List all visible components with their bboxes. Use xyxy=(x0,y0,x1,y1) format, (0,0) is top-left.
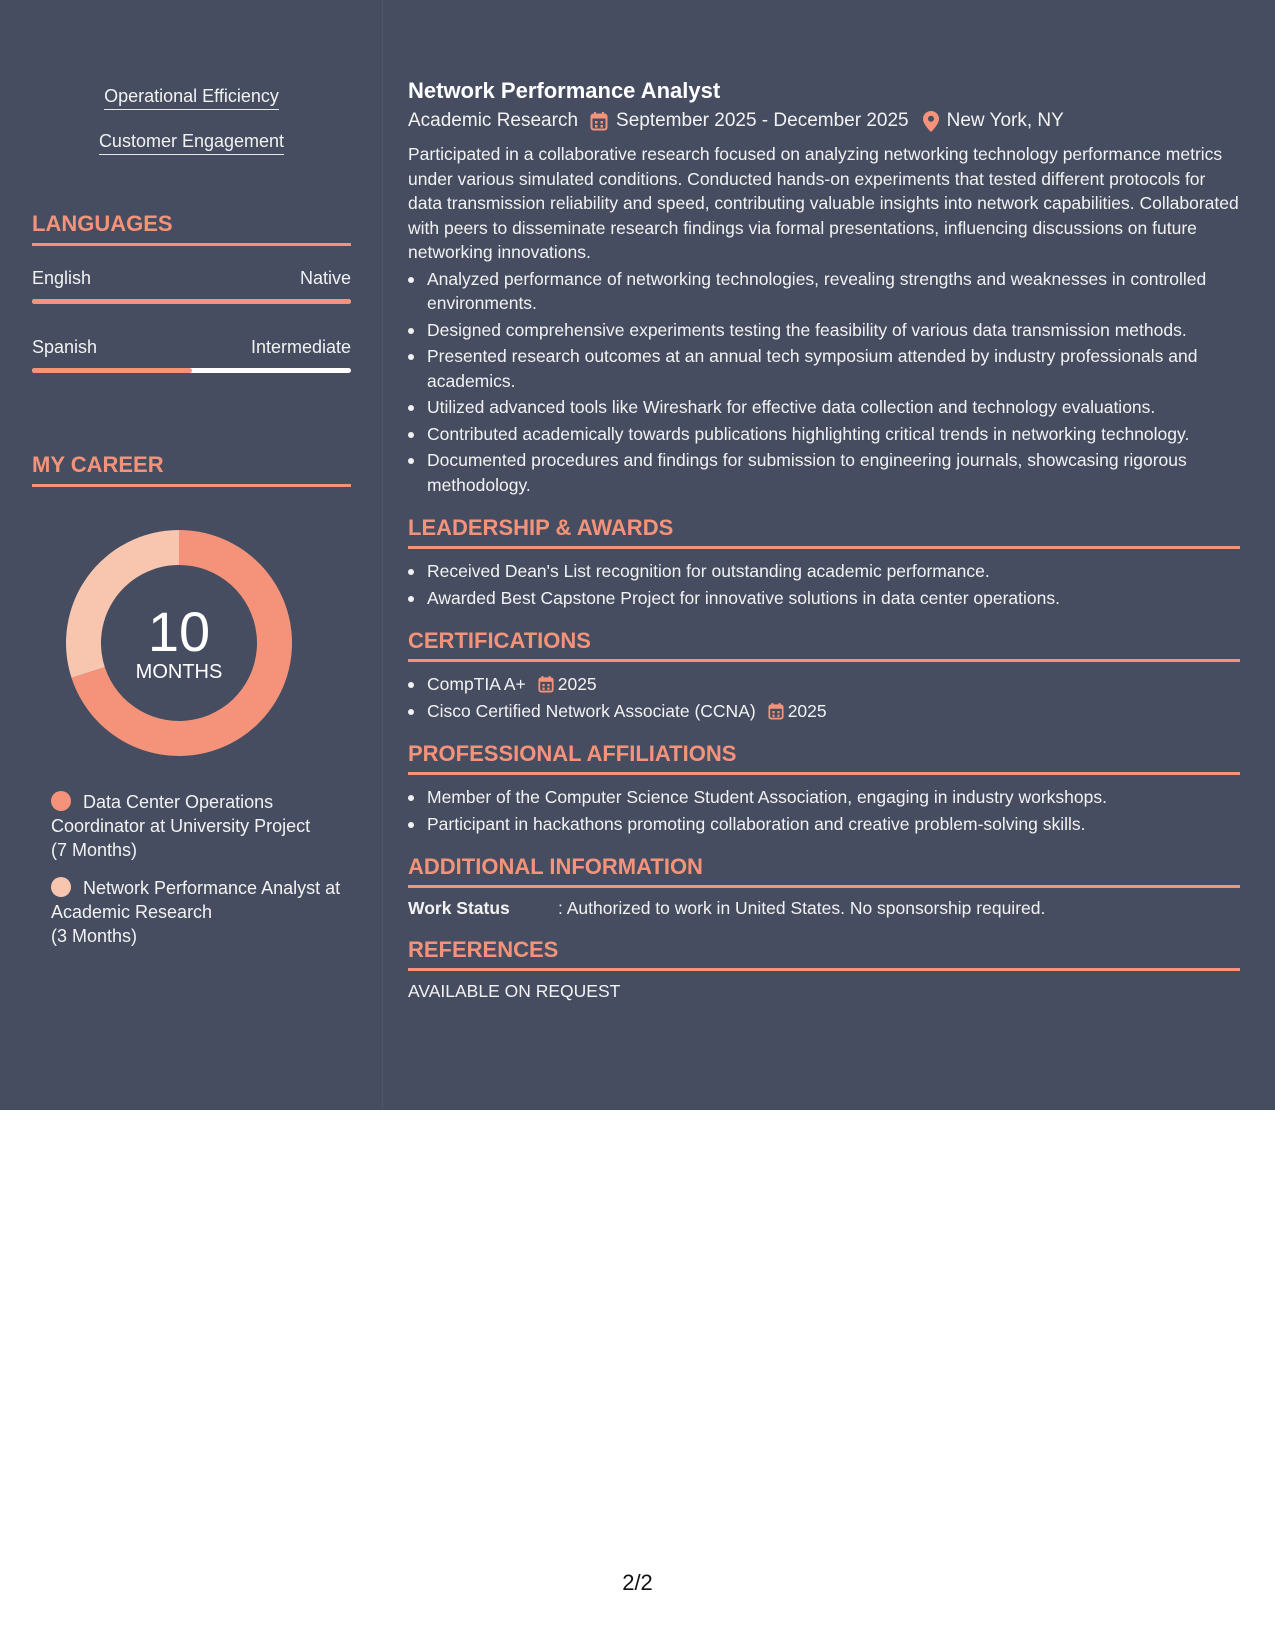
certification xyxy=(427,699,827,724)
list-item: Received Dean's List recognition for outstanding academic performance. xyxy=(408,559,1240,584)
job-meta xyxy=(408,110,1240,132)
language-proficiency-bar xyxy=(32,368,351,373)
leadership-list xyxy=(408,559,1240,610)
references-text: AVAILABLE ON REQUEST xyxy=(408,981,621,1001)
skill-tag-label: Operational Efficiency xyxy=(104,86,279,110)
career-item-title: Network Performance Analyst at Academic Research xyxy=(51,878,341,922)
certification-year: 2025 xyxy=(787,700,827,721)
language-proficiency-fill xyxy=(32,368,192,373)
job-dates: September 2025 - December 2025 xyxy=(616,110,909,131)
list-item: Member of the Computer Science Student Association, engaging in industry workshops. xyxy=(408,785,1240,810)
list-item: Designed comprehensive experiments testing the feasibility of various data transmission methods. xyxy=(408,318,1240,343)
list-item xyxy=(408,672,1240,697)
work-status-row xyxy=(408,898,1240,919)
skill-tag-label: Customer Engagement xyxy=(99,131,284,155)
list-item: Contributed academically towards publications highlighting critical trends in networking technology. xyxy=(408,422,1240,447)
job-company: Academic Research xyxy=(408,110,579,131)
career-total xyxy=(66,530,292,756)
list-item: Presented research outcomes at an annual tech symposium attended by industry professionals and academics. xyxy=(408,344,1240,393)
list-item: Awarded Best Capstone Project for innovative solutions in data center operations. xyxy=(408,586,1240,611)
job-title: Network Performance Analyst xyxy=(408,78,721,103)
references-heading: REFERENCES xyxy=(408,937,1240,971)
career-item-duration: (7 Months) xyxy=(51,840,138,860)
calendar-icon xyxy=(768,702,784,720)
page-number: 2/2 xyxy=(622,1570,653,1595)
certification-name: CompTIA A+ xyxy=(427,674,526,694)
list-item: Participant in hackathons promoting collaboration and creative problem-solving skills. xyxy=(408,812,1240,837)
career-total-number: 10 xyxy=(147,599,211,663)
work-status-value: : Authorized to work in United States. No sponsorship required. xyxy=(558,898,1046,918)
certification-year: 2025 xyxy=(557,674,597,694)
career-legend-item xyxy=(51,790,351,862)
legend-dot xyxy=(51,877,71,897)
language-proficiency-fill xyxy=(32,299,351,304)
certifications-heading: CERTIFICATIONS xyxy=(408,628,1240,662)
career-total-unit: MONTHS xyxy=(135,660,223,683)
career-item-duration: (3 Months) xyxy=(51,926,138,946)
sidebar xyxy=(0,0,383,1110)
list-item: Documented procedures and findings for submission to engineering journals, showcasing rigorous methodology. xyxy=(408,448,1240,497)
list-item: Utilized advanced tools like Wireshark for effective data collection and technology evaluations. xyxy=(408,395,1240,420)
additional-info-heading: ADDITIONAL INFORMATION xyxy=(408,854,1240,888)
work-status-label: Work Status xyxy=(408,898,510,918)
location-pin-icon xyxy=(923,111,939,132)
language-proficiency-bar xyxy=(32,299,351,304)
certifications-list xyxy=(408,672,1240,723)
language-row xyxy=(32,268,351,289)
calendar-icon xyxy=(590,111,608,131)
skill-tag xyxy=(0,86,383,110)
list-item xyxy=(408,699,1240,724)
affiliations-heading: PROFESSIONAL AFFILIATIONS xyxy=(408,741,1240,775)
language-name: English xyxy=(32,268,92,288)
legend-dot xyxy=(51,791,71,811)
job-location: New York, NY xyxy=(946,110,1064,131)
career-donut-chart xyxy=(66,530,292,756)
career-heading: MY CAREER xyxy=(32,452,351,487)
job-bullets xyxy=(408,267,1240,498)
language-level: Native xyxy=(299,268,351,288)
skill-tag xyxy=(0,131,383,155)
experience-entry xyxy=(408,78,1240,497)
language-level: Intermediate xyxy=(250,337,351,357)
language-name: Spanish xyxy=(32,337,98,357)
language-row xyxy=(32,337,351,358)
affiliations-list xyxy=(408,785,1240,836)
certification xyxy=(427,672,597,697)
calendar-icon xyxy=(538,675,554,693)
languages-heading: LANGUAGES xyxy=(32,211,351,246)
list-item: Analyzed performance of networking technologies, revealing strengths and weaknesses in controlled environments. xyxy=(408,267,1240,316)
leadership-heading: LEADERSHIP & AWARDS xyxy=(408,515,1240,549)
main-content xyxy=(408,78,1240,1002)
career-legend-item xyxy=(51,876,351,948)
certification-name: Cisco Certified Network Associate (CCNA) xyxy=(427,700,756,721)
job-description: Participated in a collaborative research focused on analyzing networking technology performance metrics under various simulated conditions. Conducted hands-on experiments that tested different protocols for data transmission reliability and speed, contributing valuable insights into network capabilities. Collaborated with peers to disseminate research findings via formal presentations, influencing discussions on future networking innovations. xyxy=(408,144,1239,262)
career-item-title: Data Center Operations Coordinator at University Project xyxy=(51,792,311,836)
